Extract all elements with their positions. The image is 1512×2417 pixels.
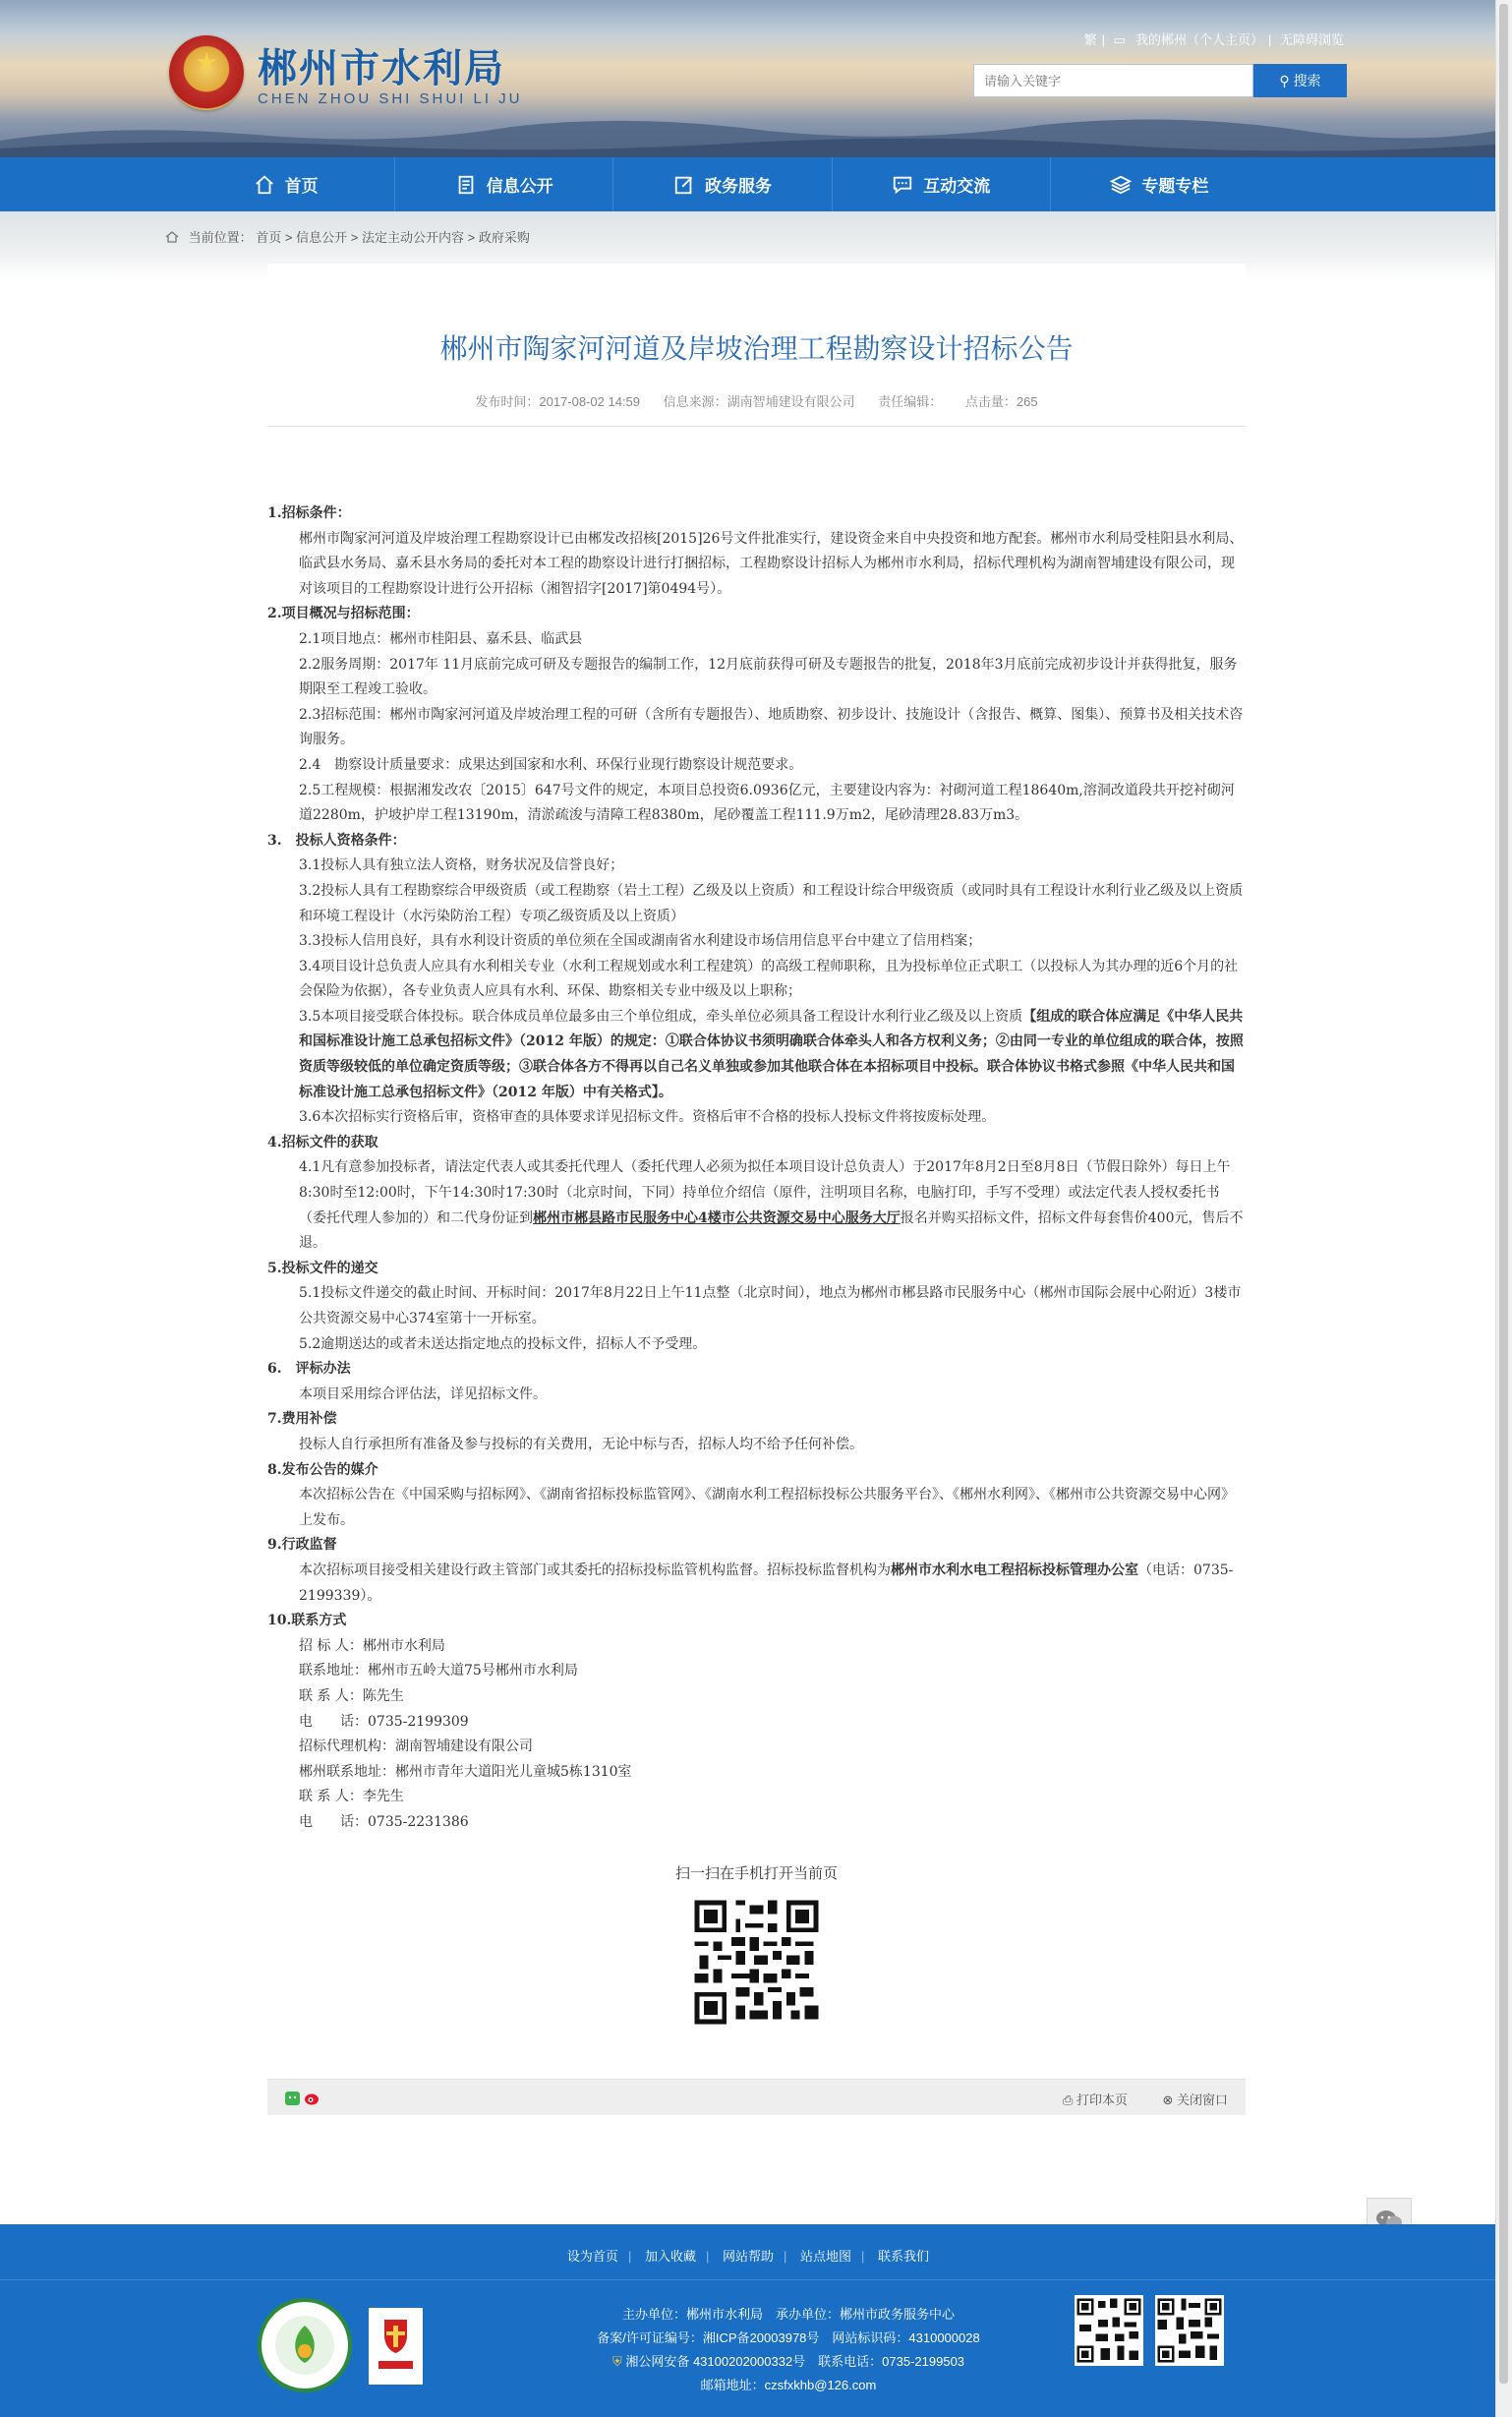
breadcrumb <box>165 227 530 246</box>
footer-qr-code-icon <box>1155 2295 1224 2366</box>
nav-label: 信息公开 <box>486 177 553 196</box>
header-banner <box>0 0 1496 157</box>
paragraph: 5.2逾期送达的或者未送达指定地点的投标文件，招标人不予受理。 <box>299 1335 707 1352</box>
article-body <box>267 501 1246 1835</box>
paragraph: 3.1投标人具有独立法人资格，财务状况及信誉良好； <box>299 857 624 874</box>
footer-link-sitemap[interactable]: 站点地图 <box>800 2249 852 2264</box>
paragraph: 本项目采用综合评估法，详见招标文件。 <box>299 1385 547 1402</box>
paragraph: 郴州市陶家河河道及岸坡治理工程勘察设计已由郴发改招核[2015]26号文件批准实行，建设资金来自中央投资和地方配套。郴州市水利局受桂阳县水利局、临武县水务局、嘉禾县水务局的委托对本工程的勘察设计进行打捆招标，工程勘察设计招标人为郴州市水利局，招标代理机构为湖南智埔建设有限公司，现对该项目的工程勘察设计进行公开招标（湘智招字[2017]第0494号）。 <box>299 530 1244 597</box>
integrity-badge-icon[interactable] <box>258 2298 352 2392</box>
contact-line: 郴州联系地址：郴州市青年大道阳光儿童城5栋1310室 <box>299 1763 632 1780</box>
footer-email: 邮箱地址：czsfxkhb@126.com <box>700 2378 877 2392</box>
search-input[interactable] <box>974 65 1259 96</box>
section-heading: 3. 投标人资格条件： <box>267 832 406 849</box>
qr-label: 扫一扫在手机打开当前页 <box>674 1865 838 1882</box>
paragraph: 3.3投标人信用良好，具有水利设计资质的单位须在全国或湖南省水利建设市场信用信息平台中建立了信用档案； <box>299 933 982 950</box>
paragraph: 2.5工程规模：根据湘发改农〔2015〕647号文件的规定，本项目总投资6.0936亿元，主要建设内容为：衬砌河道工程18640m,溶洞改道段共开挖衬砌河道2280m，护坡护岸工程13190m，清淤疏浚与清障工程8380m，尾砂覆盖工程111.9万m2，尾砂清理28.83万m3。 <box>299 782 1235 824</box>
breadcrumb-info[interactable]: 信息公开 <box>296 230 348 245</box>
section-heading: 9.行政监督 <box>267 1537 337 1554</box>
editor: 责任编辑： <box>878 394 943 409</box>
footer <box>0 2224 1496 2417</box>
paragraph: 2.2服务周期：2017年 11月底前完成可研及专题报告的编制工作，12月底前获得可研及专题报告的批复，2018年3月底前完成初步设计并获得批复，服务期限至工程竣工验收。 <box>299 656 1238 698</box>
contact-line: 电 话：0735-2199309 <box>299 1713 469 1730</box>
print-label: 打印本页 <box>1076 2093 1128 2107</box>
nav-item-topics[interactable] <box>1051 157 1268 211</box>
vertical-scrollbar[interactable] <box>1495 0 1512 2417</box>
share-icons <box>285 2091 320 2106</box>
footer-icp[interactable]: 备案/许可证编号：湘ICP备20003978号 网站标识码：4310000028 <box>597 2330 980 2345</box>
close-icon: ⊗ <box>1162 2093 1174 2107</box>
main-nav <box>0 157 1496 211</box>
article-meta <box>267 391 1246 410</box>
breadcrumb-sep: > <box>284 230 293 245</box>
footer-police[interactable]: 湘公网安备 43100202000332号 联系电话：0735-2199503 <box>625 2354 965 2369</box>
section-heading: 10.联系方式 <box>267 1613 347 1629</box>
paragraph: 2.3招标范围：郴州市陶家河河道及岸坡治理工程的可研（含所有专题报告）、地质勘察、初步设计、技施设计（含报告、概算、图集）、预算书及相关技术咨询服务。 <box>299 706 1244 748</box>
contact-line: 电 话：0735-2231386 <box>299 1813 469 1830</box>
text: 3.5本项目接受联合体投标。联合体成员单位最多由三个单位组成，牵头单位必须具备工程设计水利行业乙级及以上资质 <box>299 1008 1023 1025</box>
article-title: 郴州市陶家河河道及岸坡治理工程勘察设计招标公告 <box>439 333 1074 364</box>
paragraph: 投标人自行承担所有准备及参与投标的有关费用，无论中标与否，招标人均不给予任何补偿。 <box>299 1436 863 1452</box>
article-toolbar <box>267 2079 1246 2115</box>
nav-label: 专题专栏 <box>1141 177 1209 196</box>
contact-line: 联系地址：郴州市五岭大道75号郴州市水利局 <box>299 1663 578 1680</box>
nav-item-home[interactable] <box>177 157 395 211</box>
breadcrumb-statutory[interactable]: 法定主动公开内容 <box>361 230 464 245</box>
mountain-silhouette <box>0 113 1496 157</box>
click-count: 点击量：265 <box>964 394 1038 409</box>
footer-link-contact[interactable]: 联系我们 <box>878 2249 930 2264</box>
nav-item-info[interactable] <box>395 157 613 211</box>
site-title[interactable]: 郴州市水利局 <box>258 47 505 90</box>
footer-qr-code-icon <box>1075 2295 1143 2366</box>
footer-links: 设为首页 | 加入收藏 | 网站帮助 | 站点地图 | 联系我们 <box>566 2249 930 2264</box>
footer-info <box>572 2303 1005 2397</box>
text: （电话：0735-2199339）。 <box>299 1562 1234 1604</box>
document-icon <box>455 174 477 196</box>
weibo-icon[interactable] <box>305 2094 319 2105</box>
section-heading: 2.项目概况与招标范围： <box>267 606 420 622</box>
search-button[interactable] <box>1253 64 1347 97</box>
paragraph <box>267 1005 1246 1105</box>
text: 4.1凡有意参加投标者，请法定代表人或其委托代理人（委托代理人必须为拟任本项目设计总负责人）于2017年8月2日至8月8日（节假日除外）每日上午8:30时至12:00时，下午14:30时17:30时（北京时间，下同）持单位介绍信（原件，注明项目名称，电脑打印，手写不受理）或法定代表人授权委托书（委托代理人参加的）和二代身份证到 <box>299 1159 1231 1226</box>
nav-item-services[interactable] <box>613 157 832 211</box>
paragraph: 2.1项目地点：郴州市桂阳县、嘉禾县、临武县 <box>299 630 583 647</box>
paragraph: 3.6本次招标实行资格后审，资格审查的具体要求详见招标文件。资格后审不合格的投标人投标文件将按废标处理。 <box>299 1109 996 1126</box>
paragraph: 5.1投标文件递交的截止时间、开标时间：2017年8月22日上午11点整（北京时间），地点为郴州市郴县路市民服务中心（郴州市国际会展中心附近）3楼市公共资源交易中心374室第十一开标室。 <box>299 1285 1242 1326</box>
nav-label: 首页 <box>284 177 319 196</box>
breadcrumb-home[interactable]: 首页 <box>256 230 282 245</box>
footer-link-set-home[interactable]: 设为首页 <box>566 2249 618 2264</box>
qr-code-icon <box>690 1896 823 2029</box>
meta-divider <box>267 426 1246 427</box>
breadcrumb-prefix: 当前位置： <box>188 230 253 245</box>
monitor-icon: ▭ <box>1113 32 1126 47</box>
contact-line: 招标代理机构：湖南智埔建设有限公司 <box>299 1739 533 1755</box>
edit-icon <box>673 174 695 196</box>
breadcrumb-procurement[interactable]: 政府采购 <box>478 230 530 245</box>
contact-line: 联 系 人：李先生 <box>299 1789 404 1805</box>
paragraph <box>267 1559 1246 1609</box>
search-button-label: 搜索 <box>1293 73 1321 88</box>
footer-police-row <box>572 2350 1005 2374</box>
text: 本次招标项目接受相关建设行政主管部门或其委托的招标投标监管机构监督。招标投标监督机构为 <box>299 1562 891 1578</box>
national-emblem-icon: ★ <box>169 35 244 110</box>
scrollbar-thumb[interactable] <box>1499 4 1508 2384</box>
top-links: 繁 | ▭ 我的郴州（个人主页） | 无障碍浏览 <box>1083 32 1344 47</box>
chat-icon <box>892 174 913 196</box>
article-container <box>267 264 1246 2122</box>
accessibility-link[interactable]: 无障碍浏览 <box>1279 32 1344 47</box>
text-bold: 郴州市水利水电工程招标投标管理办公室 <box>891 1562 1138 1578</box>
paragraph: 本次招标公告在《中国采购与招标网》、《湖南省招标投标监管网》、《湖南水利工程招标投标公共服务平台》、《郴州水利网》、《郴州市公共资源交易中心网》上发布。 <box>299 1487 1235 1528</box>
breadcrumb-sep: > <box>350 230 359 245</box>
paragraph: 3.4项目设计总负责人应具有水利相关专业（水利工程规划或水利工程建筑）的高级工程师职称，且为投标单位正式职工（以投标人为其办理的近6个月的社会保险为依据），各专业负责人应具有水利、环保、勘察相关专业中级及以上职称； <box>299 958 1239 1000</box>
printer-icon: ⎙ <box>1062 2093 1074 2107</box>
section-heading: 4.招标文件的获取 <box>267 1134 378 1150</box>
paragraph <box>267 1155 1246 1256</box>
footer-divider <box>0 2279 1496 2280</box>
site-pinyin: CHEN ZHOU SHI SHUI LI JU <box>258 90 523 107</box>
text: 报名并购买招标文件，招标文件每套售价400元，售后不退。 <box>299 1209 1244 1252</box>
section-heading: 5.投标文件的递交 <box>267 1260 378 1276</box>
wechat-icon[interactable] <box>285 2092 300 2105</box>
nav-item-interaction[interactable] <box>833 157 1051 211</box>
nav-label: 政务服务 <box>705 177 772 196</box>
close-label: 关闭窗口 <box>1176 2093 1228 2107</box>
contact-line: 联 系 人：陈先生 <box>299 1687 404 1704</box>
home-icon <box>254 174 275 196</box>
my-chenzhou-link[interactable]: 我的郴州（个人主页） <box>1134 32 1263 47</box>
breadcrumb-sep: > <box>467 230 476 245</box>
section-heading: 8.发布公告的媒介 <box>267 1461 378 1478</box>
contact-line: 招 标 人：郴州市水利局 <box>299 1637 445 1654</box>
section-heading: 7.费用补偿 <box>267 1411 337 1428</box>
police-emblem-icon: ⛨ <box>611 2354 622 2369</box>
publish-time: 发布时间：2017-08-02 14:59 <box>475 394 641 409</box>
traditional-chinese-link[interactable]: 繁 <box>1083 32 1097 47</box>
search-icon: ⚲ <box>1279 73 1290 88</box>
service-hall-address: 郴州市郴县路市民服务中心4楼市公共资源交易中心服务大厅 <box>533 1209 901 1226</box>
close-window-button[interactable] <box>1162 2090 1228 2108</box>
footer-link-favorite[interactable]: 加入收藏 <box>644 2249 696 2264</box>
footer-link-help[interactable]: 网站帮助 <box>722 2249 774 2264</box>
paragraph: 3.2投标人具有工程勘察综合甲级资质（或工程勘察（岩土工程）乙级及以上资质）和工程设计综合甲级资质（或同时具有工程设计水利行业乙级及以上资质和环境工程设计（水污染防治工程）专项乙级资质及以上资质） <box>299 882 1244 924</box>
party-government-badge-icon[interactable] <box>369 2308 423 2385</box>
print-button[interactable] <box>1063 2090 1128 2108</box>
section-heading: 1.招标条件： <box>267 505 351 521</box>
layers-icon <box>1110 174 1132 196</box>
footer-host: 主办单位：郴州市水利局 承办单位：郴州市政务服务中心 <box>621 2307 955 2322</box>
search-box <box>973 64 1253 97</box>
home-icon <box>165 231 179 243</box>
info-source: 信息来源：湖南智埔建设有限公司 <box>663 394 855 409</box>
section-heading: 6. 评标办法 <box>267 1361 351 1378</box>
paragraph: 2.4 勘察设计质量要求：成果达到国家和水利、环保行业现行勘察设计规范要求。 <box>299 756 803 773</box>
nav-label: 互动交流 <box>923 177 991 196</box>
text-bold: 【组成的联合体应满足《中华人民共和国标准设计施工总承包招标文件》（2012 年版）的规定：①联合体协议书须明确联合体牵头人和各方权利义务；②由同一专业的单位组成的联合体，按照资质等级较低的单位确定资质等级；③联合体各方不得再以自己名义单独或参加其他联合体在本招标项目中投标。联合体协议书格式参照《中华人民共和国标准设计施工总承包招标文件》（2012 年版）中有关格式】。 <box>299 1008 1244 1100</box>
